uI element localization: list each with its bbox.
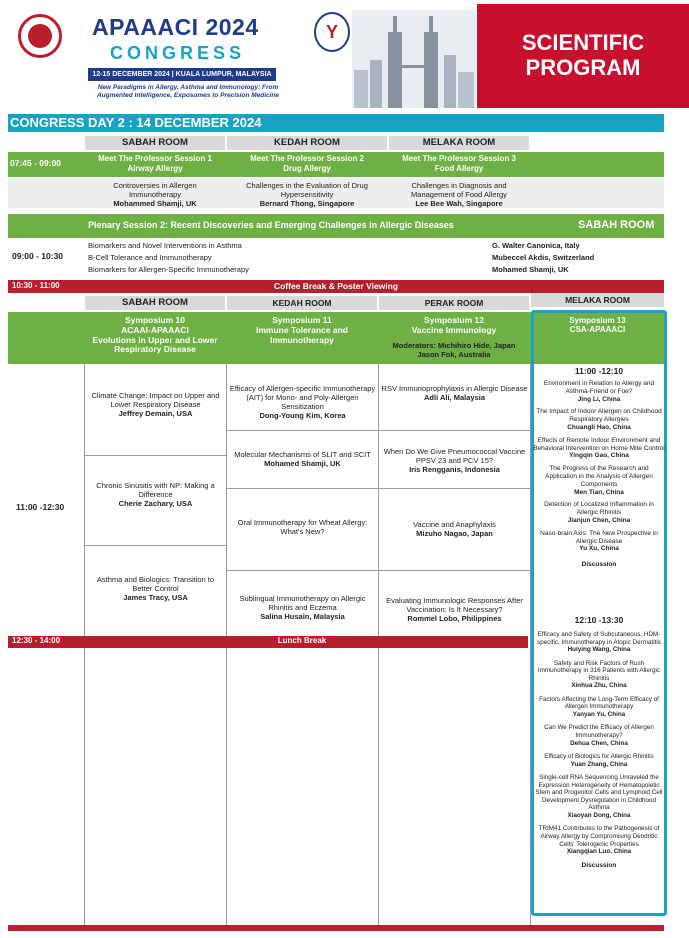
congress-subtitle: CONGRESS: [110, 43, 246, 63]
room-header-sabah-2: SABAH ROOM: [85, 296, 225, 310]
grid-divider: [227, 570, 378, 571]
program-title: SCIENTIFIC PROGRAM: [521, 30, 645, 81]
csa-talk: The Impact of Indoor Allergen on Childhood Respiratory Allergies Chuangli Hao, China: [536, 408, 662, 431]
csa-talk: Naso-brain Axis: The New Prospective in Allergic Disease Yu Xu, China: [540, 529, 658, 553]
lunch-break-label: Lunch Break: [277, 636, 327, 645]
plenary-time: 09:00 - 10:30: [12, 251, 64, 261]
mtp-session-2-title: Meet The Professor Session 2 Drug Allergy: [250, 154, 364, 173]
csa-talk: Effects of Remote Indoor Environment and Behavioral Intervention on Home Mite Control Yingqin Gao, China: [533, 436, 665, 460]
mtp-talk-3: Challenges in Diagnosis and Management of Food Allergy Lee Bee Wah, Singapore: [411, 181, 507, 208]
lunch-break-time: 12:30 - 14:00: [12, 636, 61, 645]
mtp-talk-2: Challenges in the Evaluation of Drug Hypersensitivity Bernard Thong, Singapore: [246, 181, 368, 208]
perak-talk-4: Evaluating Immunologic Responses After Vaccination: Is It Necessary? Rommel Lobo, Philippines: [386, 596, 523, 623]
csa-time-2: 12:10 -13:30: [574, 615, 624, 625]
csa-time-1: 11:00 -12:10: [574, 366, 624, 376]
plenary-speaker-3: Mohamed Shamji, UK: [492, 265, 569, 274]
room-header-melaka: MELAKA ROOM: [389, 136, 529, 150]
kedah-talk-1: Efficacy of Allergen-specific Immunotherapy (AIT) for Mono- and Poly-Allergen Sensitization Dong-Young Kim, Korea: [229, 384, 376, 420]
symposium-time: 11:00 -12:30: [16, 502, 65, 512]
grid-divider: [379, 488, 530, 489]
symposium-11-title: Symposium 11 Immune Tolerance and Immunotherapy: [256, 315, 348, 345]
coffee-break-time: 10:30 - 11:00: [12, 281, 60, 290]
plenary-talk-1: Biomarkers and Novel Interventions in Asthma: [88, 241, 242, 250]
kedah-talk-3: Oral Immunotherapy for Wheat Allergy: What's New?: [237, 518, 368, 536]
plenary-speaker-1: G. Walter Canonica, Italy: [492, 241, 580, 250]
date-location-bar: 12-15 DECEMBER 2024 | KUALA LUMPUR, MALAYSIA: [88, 68, 276, 81]
perak-talk-2: When Do We Give Pneumococcal Vaccine PPSV 23 and PCV 15? Iris Rengganis, Indonesia: [383, 447, 526, 474]
skyline-image: [352, 10, 476, 108]
kedah-talk-2: Molecular Mechanisms of SLIT and SCIT Mohamed Shamji, UK: [234, 450, 371, 468]
society-logo: [18, 14, 62, 58]
room-header-melaka-2: MELAKA ROOM: [531, 293, 664, 307]
room-header-sabah: SABAH ROOM: [85, 136, 225, 150]
room-header-kedah-2: KEDAH ROOM: [227, 296, 377, 310]
symposium-12-title: Symposium 12 Vaccine Immunology: [411, 315, 497, 335]
csa-talk: Efficacy of Biologics for Allergic Rhinitis Yuan Zhang, China: [544, 753, 654, 768]
kedah-talk-4: Sublingual Immunotherapy on Allergic Rhinitis and Eczema Salina Husain, Malaysia: [239, 594, 366, 621]
perak-talk-3: Vaccine and Anaphylaxis Mizuho Nagao, Japan: [413, 520, 496, 538]
csa-talk: Safety and Risk Factors of Rush Immunotherapy in 316 Patients with Allergic Rhinitis Xinhua Zhu, China: [537, 659, 661, 690]
room-header-kedah: KEDAH ROOM: [227, 136, 387, 150]
csa-talks-1: [533, 380, 665, 569]
symposium-13-title: Symposium 13 CSA-APAAACI: [569, 316, 626, 335]
mtp-session-3-title: Meet The Professor Session 3 Food Allergy: [402, 154, 516, 173]
csa-talk: Factors Affecting the Long-Term Efficacy of Allergen Immunotherapy Yanyan Yu, China: [539, 695, 659, 718]
perak-talk-1: RSV Immunoprophylaxis in Allergic Disease Adli Ali, Malaysia: [381, 384, 528, 402]
csa-talk: Efficacy and Safety of Subcutaneous, HDM-specific, Immunotherapy in Atopic Dermatitis Huiying Wang, China: [537, 631, 661, 654]
sabah-talk-2: Chronic Sinusitis with NP: Making a Difference Cherie Zachary, USA: [96, 481, 215, 508]
plenary-title: Plenary Session 2: Recent Discoveries and Emerging Challenges in Allergic Diseases: [88, 220, 454, 230]
partner-logo: Y: [314, 12, 350, 52]
csa-discussion: Discussion: [581, 561, 617, 569]
grid-divider: [379, 570, 530, 571]
mtp-time: 07:45 - 09:00: [10, 158, 62, 168]
csa-talk: The Progress of the Research and Application in the Analysis of Allergen Components Men Tian, China: [545, 465, 653, 496]
grid-divider: [227, 488, 378, 489]
grid-divider: [85, 455, 226, 456]
room-header-perak: PERAK ROOM: [379, 296, 529, 310]
plenary-talk-2: B-Cell Tolerance and Immunotherapy: [88, 253, 212, 262]
congress-title: APAAACI 2024: [92, 14, 259, 40]
sabah-talk-3: Asthma and Biologics: Transition to Better Control James Tracy, USA: [96, 575, 215, 602]
csa-discussion: Discussion: [581, 861, 617, 869]
csa-talk: Detection of Localized Inflammation in Allergic Rhinitis Jianjun Chen, China: [544, 501, 654, 524]
csa-talk: TRIM41 Contributes to the Pathogenesis of Airway Allergy by Compromising Dendritic Cells' Tolerogenic Properties Xiangqian Luo, China: [538, 825, 660, 856]
footer-rule: [8, 925, 664, 931]
csa-talk: Environment in Relation to Allergy and Asthma-Friend or Foe? Jing Li, China: [543, 380, 655, 403]
plenary-speaker-2: Mubeccel Akdis, Switzerland: [492, 253, 595, 262]
day-title: CONGRESS DAY 2 : 14 DECEMBER 2024: [8, 114, 664, 132]
csa-talk: Can We Predict the Efficacy of Allergen Immunotherapy? Dehua Chen, China: [544, 724, 654, 747]
grid-divider: [85, 545, 226, 546]
symposium-12-moderators: Moderators: Michihiro Hide, Japan Jason Fok, Australia: [392, 341, 516, 359]
plenary-talk-3: Biomarkers for Allergen-Specific Immunotherapy: [88, 265, 249, 274]
congress-tagline: New Paradigms in Allergy, Asthma and Immunology: From Augmented Intelligence, Exposomes to Precision Medicine: [96, 84, 280, 99]
mtp-talk-1: Controversies in Allergen Immunotherapy Mohammed Shamji, UK: [113, 181, 197, 208]
coffee-break-label: Coffee Break & Poster Viewing: [273, 281, 399, 291]
symposium-10-title: Symposium 10 ACAAI-APAAACI Evolutions in Upper and Lower Respiratory Disease: [92, 315, 218, 355]
mtp-session-1-title: Meet The Professor Session 1 Airway Allergy: [98, 154, 212, 173]
grid-divider: [227, 430, 378, 431]
grid-divider: [379, 430, 530, 431]
plenary-room: SABAH ROOM: [578, 219, 655, 231]
csa-talk: Single-cell RNA Sequencing Unraveled the Expression Heterogeneity of Hematopoietic Stem and Progenitor Cells and Lymphoid Cell Development Dysregulation in Childhood Asthma Xiaoyan Dong, China: [535, 774, 663, 819]
csa-talks-2: [533, 631, 665, 869]
sabah-talk-1: Climate Change: Impact on Upper and Lower Respiratory Disease Jeffrey Demain, USA: [91, 391, 220, 418]
